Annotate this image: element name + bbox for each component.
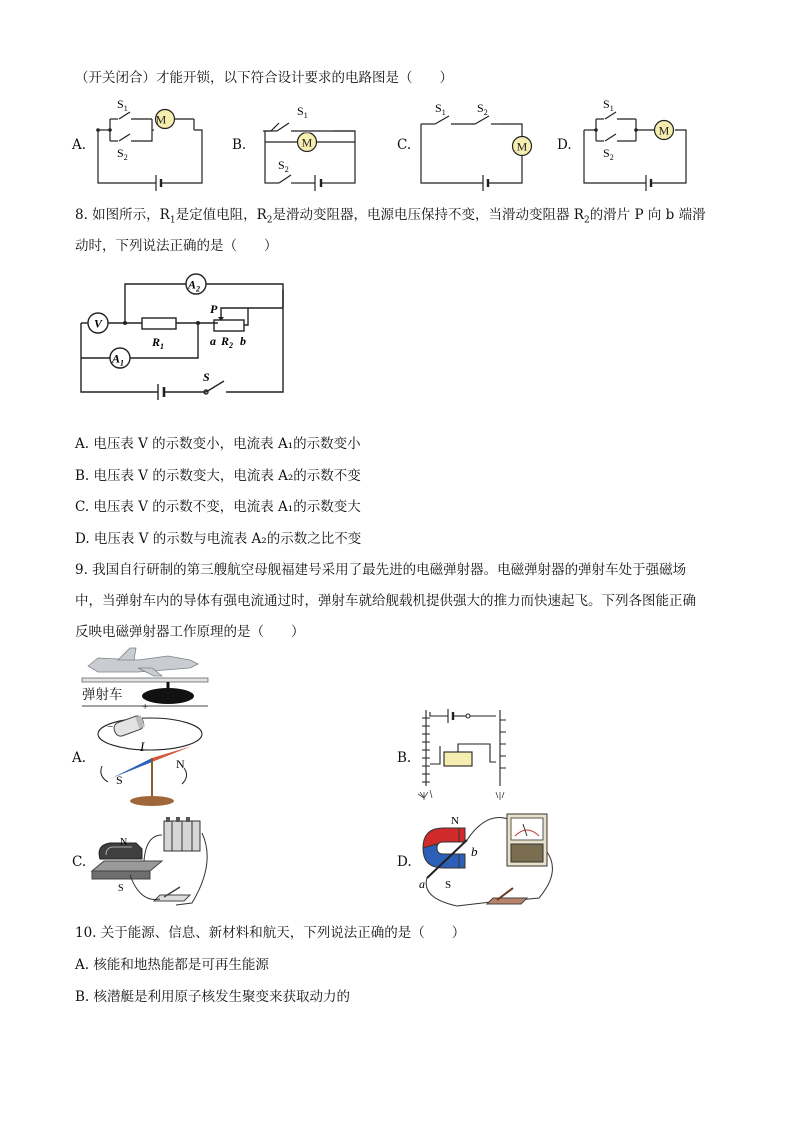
q9-figure-c bbox=[90, 815, 220, 915]
svg-text:A1: $A_1$ bbox=[111, 351, 125, 368]
q9-stem-line2: 中，当弹射车内的导体有强电流通过时，弹射车就给舰载机提供强大的推力而快速起飞。下列各图能正确 bbox=[75, 593, 696, 609]
q9-catapult-label: 弹射车 bbox=[82, 687, 123, 702]
svg-text:S1: $S_1$ bbox=[297, 104, 308, 120]
svg-text:M: M bbox=[301, 135, 313, 150]
q7-circuit-c bbox=[415, 100, 535, 190]
q9-stem-line1: 9. 我国自行研制的第三艘航空母舰福建号采用了最先进的电磁弹射器。电磁弹射器的弹射车处于强磁场 bbox=[75, 562, 687, 578]
q7-stem-tail: （开关闭合）才能开锁，以下符合设计要求的电路图是（ ） bbox=[75, 70, 453, 86]
q7-option-b-label: B. bbox=[232, 137, 247, 153]
q8-option-b: B. 电压表 V 的示数变大，电流表 A₂的示数不变 bbox=[75, 468, 361, 484]
q8-option-d: D. 电压表 V 的示数与电流表 A₂的示数之比不变 bbox=[75, 531, 362, 547]
q9-option-c-label: C. bbox=[72, 854, 87, 870]
svg-text:S1: $S_1$ bbox=[435, 101, 446, 117]
svg-text:a: a bbox=[419, 877, 425, 891]
q10-option-b: B. 核潜艇是利用原子核发生聚变来获取动力的 bbox=[75, 989, 351, 1005]
svg-text:N: N bbox=[120, 837, 128, 848]
q7-circuit-a bbox=[90, 95, 210, 190]
q10-stem: 10. 关于能源、信息、新材料和航天，下列说法正确的是（ ） bbox=[75, 925, 466, 941]
svg-text:V: V bbox=[93, 316, 103, 331]
svg-text:b: b bbox=[471, 844, 478, 859]
svg-text:S2: $S_2$ bbox=[117, 146, 128, 162]
q8-stem-line1: 8. 如图所示，$R_1$是定值电阻，$R_2$是滑动变阻器，电源电压保持不变，当滑动变阻器 $R_2$的滑片 P 向 b 端滑 bbox=[75, 207, 706, 226]
q7-option-d-label: D. bbox=[557, 137, 572, 153]
svg-text:S: S bbox=[116, 773, 123, 787]
q7-circuit-d bbox=[578, 95, 693, 190]
q9-option-a-label: A. bbox=[72, 750, 87, 766]
q9-figure-b bbox=[410, 706, 520, 806]
svg-text:P: P bbox=[210, 302, 218, 316]
svg-text:R1: $R_1$ bbox=[152, 335, 165, 351]
svg-text:M: M bbox=[516, 139, 528, 154]
svg-text:S: S bbox=[203, 370, 210, 384]
svg-text:M: M bbox=[658, 123, 670, 138]
q8-circuit-diagram bbox=[78, 268, 293, 398]
svg-text:S: S bbox=[445, 879, 452, 891]
svg-text:−: − bbox=[107, 721, 114, 733]
svg-text:N: N bbox=[451, 815, 459, 827]
q8-stem-line2: 动时，下列说法正确的是（ ） bbox=[75, 238, 278, 254]
svg-text:S2: $S_2$ bbox=[278, 158, 289, 174]
q7-option-a-label: A. bbox=[72, 137, 87, 153]
q7-circuit-b bbox=[255, 95, 365, 190]
q9-figure-a bbox=[92, 701, 212, 811]
svg-text:S2: $S_2$ bbox=[477, 101, 488, 117]
svg-text:R2: $R_2$ bbox=[221, 334, 234, 350]
svg-text:A2: $A_2$ bbox=[187, 277, 201, 294]
q8-option-a: A. 电压表 V 的示数变小，电流表 A₁的示数变小 bbox=[75, 436, 361, 452]
svg-text:a: a bbox=[210, 334, 216, 348]
q9-option-d-label: D. bbox=[397, 854, 412, 870]
svg-text:S: S bbox=[118, 883, 124, 894]
svg-text:b: b bbox=[240, 334, 246, 348]
q9-option-b-label: B. bbox=[397, 750, 412, 766]
svg-text:M: M bbox=[155, 112, 167, 127]
svg-text:I: I bbox=[140, 739, 145, 754]
q8-option-c: C. 电压表 V 的示数不变，电流表 A₁的示数变大 bbox=[75, 499, 361, 515]
q7-option-c-label: C. bbox=[397, 137, 412, 153]
q9-figure-d bbox=[415, 812, 560, 917]
svg-text:S1: $S_1$ bbox=[603, 97, 614, 113]
q9-stem-line3: 反映电磁弹射器工作原理的是（ ） bbox=[75, 624, 305, 640]
svg-text:S1: $S_1$ bbox=[117, 97, 128, 113]
svg-text:S2: $S_2$ bbox=[603, 146, 614, 162]
svg-text:+: + bbox=[142, 701, 149, 713]
q10-option-a: A. 核能和地热能都是可再生能源 bbox=[75, 957, 269, 973]
svg-text:N: N bbox=[176, 757, 185, 771]
